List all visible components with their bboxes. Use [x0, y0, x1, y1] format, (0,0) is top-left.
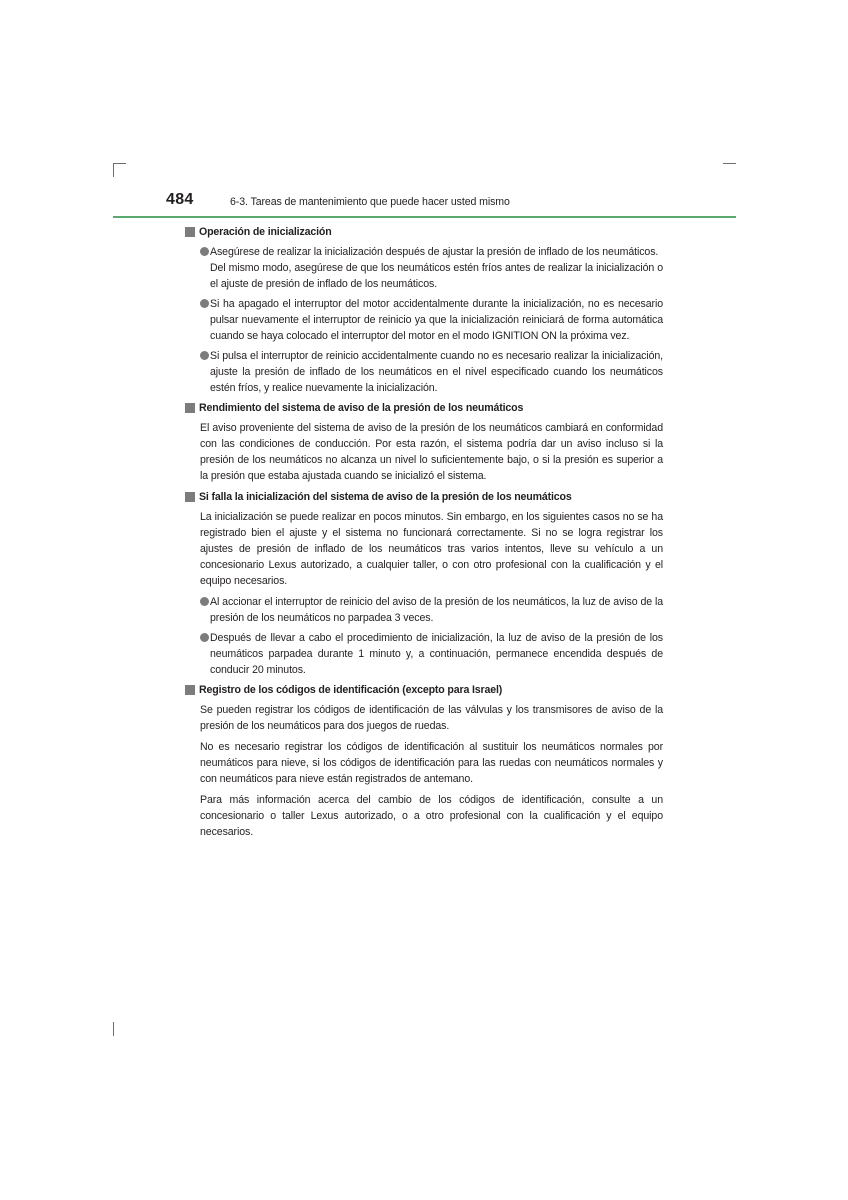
- page-header: [113, 190, 736, 220]
- list-item-text: Si ha apagado el interruptor del motor accidentalmente durante la inicialización, no es necesario pulsar nuevamente el interruptor de reinicio ya que la inicialización reiniciará de forma automática cuando se haya colocado el interruptor del motor en el modo IGNITION ON la próxima vez.: [210, 298, 663, 342]
- header-rule: [113, 216, 736, 218]
- page-number: 484: [166, 191, 194, 208]
- list-item: [185, 244, 663, 292]
- square-bullet-icon: [185, 227, 195, 237]
- section-title: 6-3. Tareas de mantenimiento que puede hacer usted mismo: [230, 196, 510, 208]
- square-bullet-icon: [185, 685, 195, 695]
- crop-mark-bottom-left: [113, 1022, 114, 1036]
- heading-text: Operación de inicialización: [199, 226, 332, 238]
- list-item: [185, 630, 663, 678]
- section-heading: [185, 400, 663, 416]
- paragraph: El aviso proveniente del sistema de aviso de la presión de los neumáticos cambiará en conformidad con las condiciones de conducción. Por esta razón, el sistema podría dar un aviso incluso si la presión de los neumáticos no alcanza un nivel lo suficientemente bajo, o si la presión es superior a la presión que estaba ajustada cuando se inicializó el sistema.: [200, 422, 663, 482]
- heading-text: Registro de los códigos de identificación (excepto para Israel): [199, 684, 503, 696]
- square-bullet-icon: [185, 403, 195, 413]
- round-bullet-icon: [200, 597, 209, 606]
- paragraph: Se pueden registrar los códigos de identificación de las válvulas y los transmisores de aviso de la presión de los neumáticos para dos juegos de ruedas.: [200, 704, 663, 732]
- list-item: [185, 594, 663, 626]
- section-heading: [185, 682, 663, 698]
- section-heading: [185, 224, 663, 240]
- list-item-text: Al accionar el interruptor de reinicio del aviso de la presión de los neumáticos, la luz de aviso de la presión de los neumáticos no parpadea 3 veces.: [210, 596, 663, 624]
- crop-mark-top-left-horizontal: [113, 163, 126, 164]
- list-item-text: Después de llevar a cabo el procedimiento de inicialización, la luz de aviso de la presión de los neumáticos parpadea durante 1 minuto y, a continuación, permanece encendida después de conducir 20 minutos.: [210, 632, 663, 676]
- list-item-text: Del mismo modo, asegúrese de que los neumáticos estén fríos antes de realizar la inicialización o el ajuste de presión de inflado de los neumáticos.: [210, 262, 663, 290]
- section-heading: [185, 489, 663, 505]
- list-item: [185, 296, 663, 344]
- round-bullet-icon: [200, 247, 209, 256]
- list-item: [185, 348, 663, 396]
- list-item-text: Si pulsa el interruptor de reinicio accidentalmente cuando no es necesario realizar la inicialización, ajuste la presión de inflado de los neumáticos en el nivel especificado cuando los neumáticos estén fríos, y realice nuevamente la inicialización.: [210, 350, 663, 394]
- crop-mark-top-left-vertical: [113, 163, 114, 177]
- round-bullet-icon: [200, 351, 209, 360]
- round-bullet-icon: [200, 633, 209, 642]
- heading-text: Rendimiento del sistema de aviso de la presión de los neumáticos: [199, 402, 524, 414]
- crop-mark-top-right: [723, 163, 736, 164]
- paragraph: Para más información acerca del cambio de los códigos de identificación, consulte a un concesionario o taller Lexus autorizado, o a otro profesional con la cualificación y el equipo necesarios.: [200, 794, 663, 838]
- square-bullet-icon: [185, 492, 195, 502]
- paragraph: No es necesario registrar los códigos de identificación al sustituir los neumáticos normales por neumáticos para nieve, si los códigos de identificación para las ruedas con neumáticos normales y con neumáticos para nieve están registrados de antemano.: [200, 741, 663, 785]
- paragraph: La inicialización se puede realizar en pocos minutos. Sin embargo, en los siguientes casos no se ha registrado bien el ajuste y el sistema no funcionará correctamente. Si no se logra registrar los ajustes de presión de inflado de los neumáticos tras varios intentos, lleve su vehículo a un concesionario Lexus autorizado, a cualquier taller, o con otro profesional con la cualificación y el equipo necesarios.: [200, 511, 663, 587]
- page-content: [185, 224, 663, 845]
- heading-text: Si falla la inicialización del sistema de aviso de la presión de los neumáticos: [199, 491, 572, 503]
- round-bullet-icon: [200, 299, 209, 308]
- list-item-text: Asegúrese de realizar la inicialización después de ajustar la presión de inflado de los neumáticos.: [210, 246, 659, 258]
